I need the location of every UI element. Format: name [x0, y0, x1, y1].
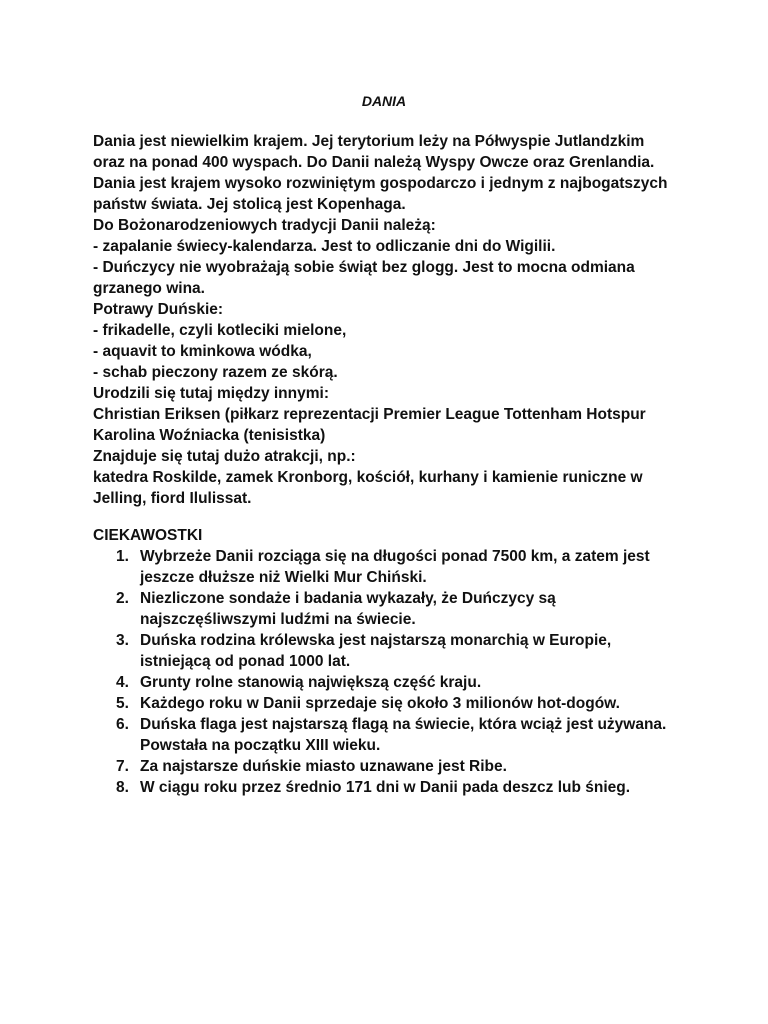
- intro-line: Urodzili się tutaj między innymi:: [93, 385, 329, 402]
- list-item-number: 8.: [116, 779, 129, 796]
- list-item-continuation: [93, 651, 713, 672]
- list-item-number: 5.: [116, 695, 129, 712]
- list-item-text: W ciągu roku przez średnio 171 dni w Danii pada deszcz lub śnieg.: [140, 779, 631, 796]
- list-item: [93, 777, 713, 798]
- list-item: [93, 714, 713, 735]
- intro-line: Potrawy Duńskie:: [93, 301, 224, 318]
- intro-line: Do Bożonarodzeniowych tradycji Danii należą:: [93, 217, 436, 234]
- list-item-number: 2.: [116, 590, 129, 607]
- intro-line: - aquavit to kminkowa wódka,: [93, 343, 312, 360]
- intro-line: państw świata. Jej stolicą jest Kopenhaga.: [93, 196, 406, 213]
- intro-line: Dania jest krajem wysoko rozwiniętym gospodarczo i jednym z najbogatszych: [93, 175, 668, 192]
- list-item-text: Grunty rolne stanowią największą część kraju.: [140, 674, 482, 691]
- list-item: [93, 546, 713, 567]
- list-item-text: jeszcze dłuższe niż Wielki Mur Chiński.: [140, 569, 427, 586]
- list-item: [93, 756, 713, 777]
- list-item-number: 4.: [116, 674, 129, 691]
- section-heading: CIEKAWOSTKI: [93, 527, 203, 544]
- intro-text-block: [93, 131, 713, 509]
- intro-line: - zapalanie świecy-kalendarza. Jest to odliczanie dni do Wigilii.: [93, 238, 556, 255]
- list-item: [93, 630, 713, 651]
- list-item-text: istniejącą od ponad 1000 lat.: [140, 653, 351, 670]
- intro-line: Christian Eriksen (piłkarz reprezentacji Premier League Tottenham Hotspur: [93, 406, 646, 423]
- intro-line: - frikadelle, czyli kotleciki mielone,: [93, 322, 347, 339]
- intro-line: grzanego wina.: [93, 280, 205, 297]
- list-item: [93, 588, 713, 609]
- list-item-text: Wybrzeże Danii rozciąga się na długości ponad 7500 km, a zatem jest: [140, 548, 650, 565]
- list-item-text: Za najstarsze duńskie miasto uznawane jest Ribe.: [140, 758, 507, 775]
- list-item-continuation: [93, 609, 713, 630]
- list-item-number: 7.: [116, 758, 129, 775]
- list-item-number: 6.: [116, 716, 129, 733]
- list-item-text: Powstała na początku XIII wieku.: [140, 737, 381, 754]
- list-item: [93, 693, 713, 714]
- list-item-continuation: [93, 567, 713, 588]
- intro-line: Znajduje się tutaj dużo atrakcji, np.:: [93, 448, 356, 465]
- list-item-text: Duńska rodzina królewska jest najstarszą monarchią w Europie,: [140, 632, 612, 649]
- list-item-continuation: [93, 735, 713, 756]
- list-item-text: Niezliczone sondaże i badania wykazały, że Duńczycy są: [140, 590, 556, 607]
- list-item-number: 3.: [116, 632, 129, 649]
- list-item: [93, 672, 713, 693]
- list-item-number: 1.: [116, 548, 129, 565]
- intro-line: katedra Roskilde, zamek Kronborg, kościół, kurhany i kamienie runiczne w: [93, 469, 643, 486]
- intro-line: Karolina Woźniacka (tenisistka): [93, 427, 326, 444]
- intro-line: - Duńczycy nie wyobrażają sobie świąt bez glogg. Jest to mocna odmiana: [93, 259, 635, 276]
- intro-line: - schab pieczony razem ze skórą.: [93, 364, 338, 381]
- list-item-text: Każdego roku w Danii sprzedaje się około 3 milionów hot-dogów.: [140, 695, 620, 712]
- intro-line: oraz na ponad 400 wyspach. Do Danii należą Wyspy Owcze oraz Grenlandia.: [93, 154, 655, 171]
- list-item-text: najszczęśliwszymi ludźmi na świecie.: [140, 611, 416, 628]
- document-title: DANIA: [361, 93, 407, 109]
- intro-line: Dania jest niewielkim krajem. Jej terytorium leży na Półwyspie Jutlandzkim: [93, 133, 645, 150]
- intro-line: Jelling, fiord Ilulissat.: [93, 490, 252, 507]
- list-item-text: Duńska flaga jest najstarszą flagą na świecie, która wciąż jest używana.: [140, 716, 667, 733]
- facts-list: [93, 546, 713, 798]
